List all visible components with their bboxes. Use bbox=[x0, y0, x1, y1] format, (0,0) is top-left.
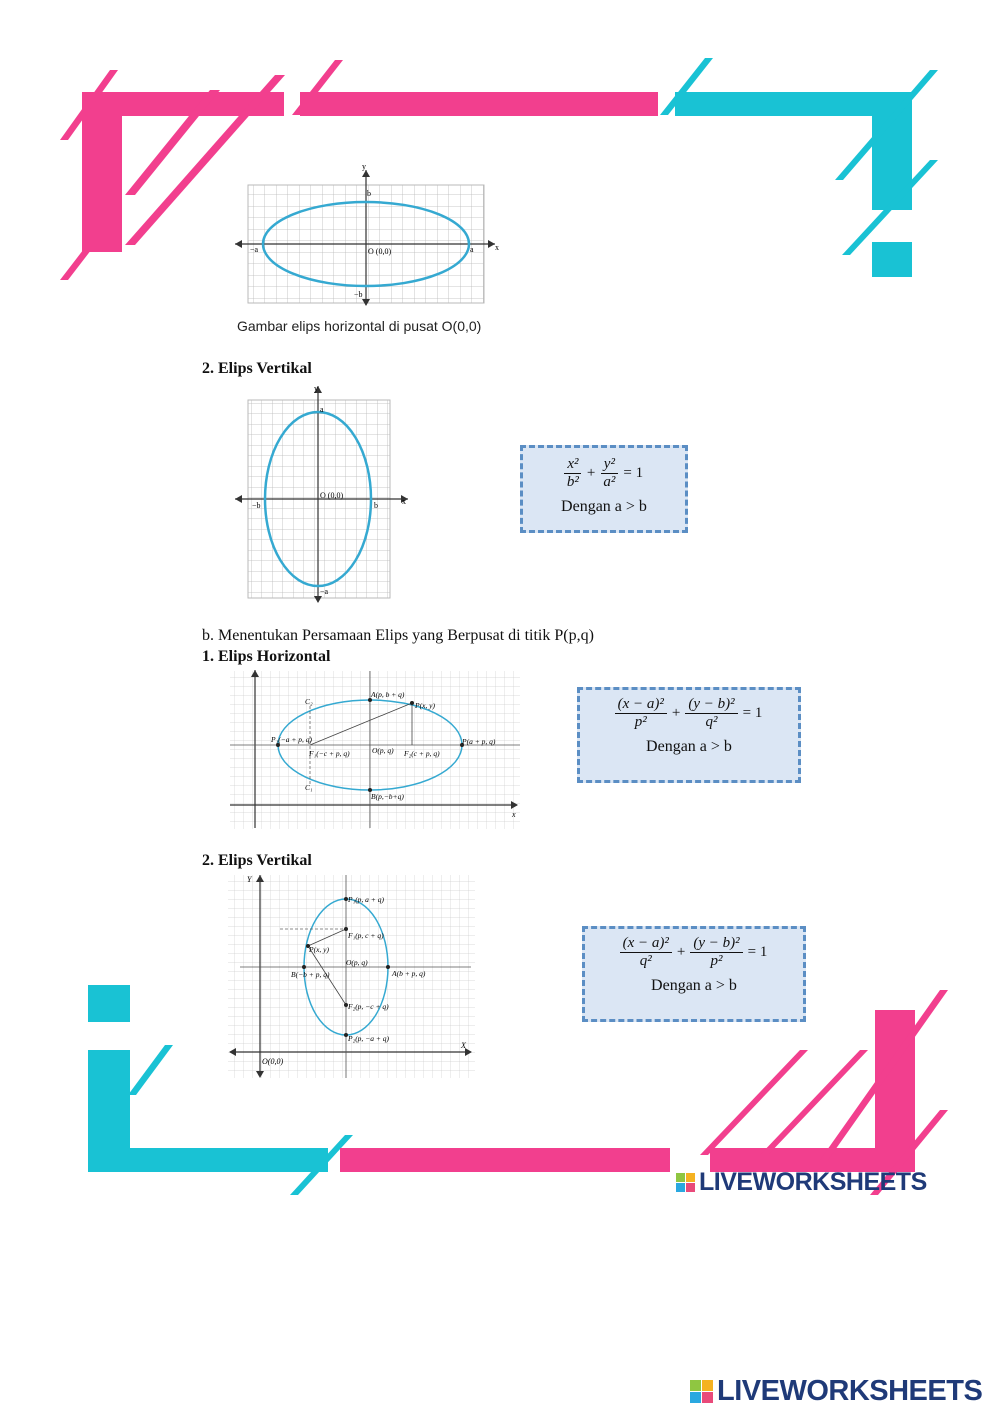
point-C2-label: C₂ bbox=[305, 697, 313, 706]
liveworksheets-watermark-inner bbox=[676, 1168, 927, 1197]
x-axis-label: x bbox=[402, 497, 406, 506]
term2-denominator: a² bbox=[603, 474, 616, 491]
y-axis-label: Y bbox=[247, 875, 252, 884]
term2-numerator: (y − b)² bbox=[685, 696, 737, 714]
equals-one: = 1 bbox=[742, 705, 763, 722]
horizontal-ellipse-pq-graph bbox=[225, 668, 525, 830]
point-P-label: P(x, y) bbox=[309, 945, 329, 954]
cyan-top-right-bracket bbox=[660, 58, 938, 277]
watermark-text: LIVEWORKSHEETS bbox=[717, 1375, 983, 1407]
section-a2-title: 2. Elips Vertikal bbox=[202, 360, 312, 377]
plus-sign: + bbox=[586, 465, 596, 482]
condition-text: Dengan a > b bbox=[651, 976, 737, 994]
formula bbox=[585, 935, 803, 971]
plus-sign: + bbox=[676, 944, 686, 961]
point-A-label: A(b + p, q) bbox=[392, 969, 426, 978]
term1-numerator: (x − a)² bbox=[620, 935, 672, 953]
point-P1-label: P₁(p, a + q) bbox=[348, 895, 384, 904]
point-P2-label: P₂(p, −a + q) bbox=[348, 1034, 390, 1043]
section-b1-title: 1. Elips Horizontal bbox=[202, 648, 331, 665]
formula bbox=[580, 696, 798, 732]
condition-text: Dengan a > b bbox=[561, 497, 647, 515]
top-graph-caption: Gambar elips horizontal di pusat O(0,0) bbox=[237, 318, 482, 334]
y-axis-label: y bbox=[314, 384, 318, 393]
y-axis-label: y bbox=[362, 162, 366, 171]
point-F2-label: F₂(c + p, q) bbox=[404, 749, 440, 758]
liveworksheets-watermark-footer[interactable] bbox=[690, 1375, 982, 1408]
section-b2-title: 2. Elips Vertikal bbox=[202, 852, 312, 869]
x-axis-label: x bbox=[495, 243, 499, 252]
b-label: b bbox=[374, 501, 378, 510]
formula-box-vertical-pq bbox=[582, 926, 806, 1022]
b-label: b bbox=[367, 189, 371, 198]
formula-box-horizontal-pq bbox=[577, 687, 801, 783]
term1-numerator: (x − a)² bbox=[615, 696, 667, 714]
formula-box-vertical-origin bbox=[520, 445, 688, 533]
vertical-ellipse-pq-graph bbox=[225, 872, 477, 1080]
neg-b-label: −b bbox=[354, 290, 363, 299]
point-P1-label: P₁(−a + p, q) bbox=[271, 735, 313, 744]
origin-label: O (0,0) bbox=[320, 491, 344, 500]
plus-sign: + bbox=[671, 705, 681, 722]
point-B-label: B(−b + p, q) bbox=[291, 970, 330, 979]
term1-denominator: b² bbox=[566, 474, 579, 491]
formula bbox=[523, 456, 685, 492]
neg-a-label: −a bbox=[320, 587, 329, 596]
origin-label: O(0,0) bbox=[262, 1057, 284, 1066]
liveworksheets-logo-icon bbox=[676, 1173, 696, 1193]
term1-denominator: q² bbox=[639, 953, 652, 970]
point-C1-label: C₁ bbox=[305, 783, 313, 792]
point-P2-label: P(a + p, q) bbox=[462, 737, 496, 746]
origin-label: O (0,0) bbox=[368, 247, 392, 256]
a-label: a bbox=[470, 245, 474, 254]
neg-b-label: −b bbox=[252, 501, 261, 510]
point-A-label: A(p, b + q) bbox=[371, 690, 405, 699]
x-axis-label: x bbox=[512, 810, 516, 819]
horizontal-ellipse-graph bbox=[230, 160, 510, 310]
neg-a-label: −a bbox=[250, 245, 259, 254]
equals-one: = 1 bbox=[747, 944, 768, 961]
point-O-label: O(p, q) bbox=[346, 958, 368, 967]
equals-one: = 1 bbox=[623, 465, 644, 482]
vertical-ellipse-graph bbox=[230, 382, 410, 604]
term2-denominator: p² bbox=[710, 953, 723, 970]
term2-numerator: (y − b)² bbox=[690, 935, 742, 953]
x-axis-label: X bbox=[461, 1041, 466, 1050]
section-b-title: b. Menentukan Persamaan Elips yang Berpusat di titik P(p,q) bbox=[202, 627, 594, 644]
watermark-text: LIVEWORKSHEETS bbox=[699, 1168, 927, 1196]
liveworksheets-logo-icon bbox=[690, 1380, 714, 1404]
point-B-label: B(p,−b+q) bbox=[371, 792, 404, 801]
point-O-label: O(p, q) bbox=[372, 746, 394, 755]
condition-text: Dengan a > b bbox=[646, 737, 732, 755]
term1-denominator: p² bbox=[634, 714, 647, 731]
point-F1-label: F₁(p, c + q) bbox=[348, 931, 384, 940]
term2-numerator: y² bbox=[601, 456, 618, 474]
point-F1-label: F₁(−c + p, q) bbox=[309, 749, 350, 758]
point-P-label: P(x, y) bbox=[415, 701, 435, 710]
point-F2-label: F₂(p, −c + q) bbox=[348, 1002, 389, 1011]
term1-numerator: x² bbox=[564, 456, 581, 474]
a-label: a bbox=[320, 405, 324, 414]
term2-denominator: q² bbox=[705, 714, 718, 731]
